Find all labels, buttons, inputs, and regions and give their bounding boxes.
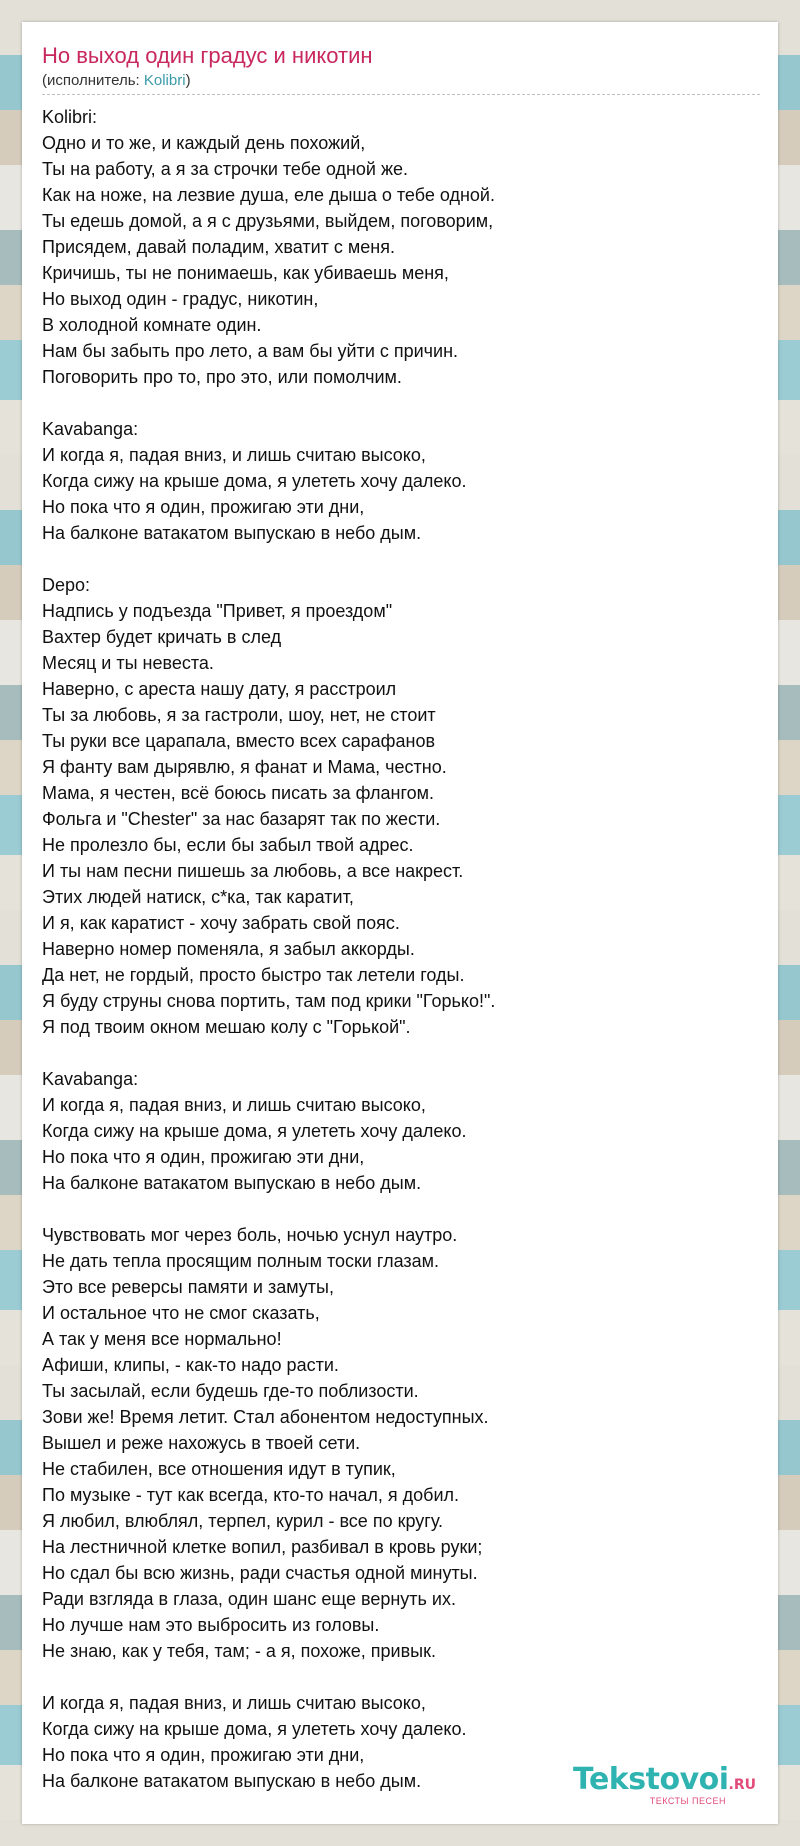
lyrics-line: Это все реверсы памяти и замуты, <box>42 1277 334 1297</box>
lyrics-blank-line <box>42 390 758 416</box>
lyrics-line: Как на ноже, на лезвие душа, еле дыша о тебе одной. <box>42 185 495 205</box>
lyrics-line: Kavabanga: <box>42 419 139 439</box>
logo-tagline: ТЕКСТЫ ПЕСЕН <box>649 1796 726 1806</box>
lyrics-line: И ты нам песни пишешь за любовь, а все накрест. <box>42 861 464 881</box>
lyrics-line: Афиши, клипы, - как-то надо расти. <box>42 1355 339 1375</box>
lyrics-line: Но пока что я один, прожигаю эти дни, <box>42 1147 365 1167</box>
lyrics-line: На балконе ватакатом выпускаю в небо дым. <box>42 1771 422 1791</box>
lyrics-line: Ты за любовь, я за гастроли, шоу, нет, не стоит <box>42 705 436 725</box>
lyrics-line: И когда я, падая вниз, и лишь считаю высоко, <box>42 1693 426 1713</box>
lyrics-line: Не дать тепла просящим полным тоски глазам. <box>42 1251 440 1271</box>
logo-name: Tekstovoi <box>572 1762 729 1797</box>
lyrics-line: Но лучше нам это выбросить из головы. <box>42 1615 380 1635</box>
lyrics-line: Depo: <box>42 575 91 595</box>
lyrics-text <box>42 104 758 1794</box>
lyrics-line: Надпись у подъезда "Привет, я проездом" <box>42 601 393 621</box>
logo-tld: .RU <box>728 1777 756 1793</box>
lyrics-line: Поговорить про то, про это, или помолчим. <box>42 367 402 387</box>
lyrics-line: Я любил, влюблял, терпел, курил - все по кругу. <box>42 1511 444 1531</box>
lyrics-line: Kavabanga: <box>42 1069 139 1089</box>
lyrics-line: Да нет, не гордый, просто быстро так летели годы. <box>42 965 465 985</box>
lyrics-line: И когда я, падая вниз, и лишь считаю высоко, <box>42 445 426 465</box>
lyrics-blank-line <box>42 1196 758 1222</box>
lyrics-line: Не пролезло бы, если бы забыл твой адрес. <box>42 835 414 855</box>
lyrics-line: Вахтер будет кричать в след <box>42 627 282 647</box>
lyrics-line: По музыке - тут как всегда, кто-то начал, я добил. <box>42 1485 460 1505</box>
lyrics-line: Но пока что я один, прожигаю эти дни, <box>42 1745 365 1765</box>
lyrics-line: Когда сижу на крыше дома, я улететь хочу далеко. <box>42 1121 467 1141</box>
lyrics-line: Ради взгляда в глаза, один шанс еще вернуть их. <box>42 1589 456 1609</box>
lyrics-line: И я, как каратист - хочу забрать свой пояс. <box>42 913 400 933</box>
lyrics-line: Но выход один - градус, никотин, <box>42 289 319 309</box>
lyrics-line: В холодной комнате один. <box>42 315 262 335</box>
lyrics-line: Нам бы забыть про лето, а вам бы уйти с причин. <box>42 341 459 361</box>
lyrics-line: На балконе ватакатом выпускаю в небо дым. <box>42 523 422 543</box>
lyrics-line: Этих людей натиск, с*ка, так каратит, <box>42 887 354 907</box>
title-divider <box>42 94 760 95</box>
lyrics-line: Мама, я честен, всё боюсь писать за флангом. <box>42 783 435 803</box>
lyrics-line: Ты на работу, а я за строчки тебе одной же. <box>42 159 409 179</box>
lyrics-blank-line <box>42 1664 758 1690</box>
artist-suffix: ) <box>185 72 191 89</box>
lyrics-line: Я буду струны снова портить, там под крики "Горько!". <box>42 991 496 1011</box>
lyrics-line: Присядем, давай поладим, хватит с меня. <box>42 237 395 257</box>
lyrics-line: А так у меня все нормально! <box>42 1329 282 1349</box>
lyrics-line: Кричишь, ты не понимаешь, как убиваешь меня, <box>42 263 449 283</box>
lyrics-line: Ты руки все царапала, вместо всех сарафанов <box>42 731 436 751</box>
lyrics-line: Когда сижу на крыше дома, я улететь хочу далеко. <box>42 1719 467 1739</box>
lyrics-line: Одно и то же, и каждый день похожий, <box>42 133 366 153</box>
lyrics-line: На лестничной клетке вопил, разбивал в кровь руки; <box>42 1537 483 1557</box>
lyrics-line: Kolibri: <box>42 107 98 127</box>
lyrics-line: Но сдал бы всю жизнь, ради счастья одной минуты. <box>42 1563 478 1583</box>
lyrics-line: Наверно, с ареста нашу дату, я расстроил <box>42 679 397 699</box>
lyrics-blank-line <box>42 1040 758 1066</box>
lyrics-line: И остальное что не смог сказать, <box>42 1303 320 1323</box>
lyrics-line: На балконе ватакатом выпускаю в небо дым. <box>42 1173 422 1193</box>
artist-link[interactable]: Kolibri <box>143 72 186 89</box>
lyrics-line: Ты едешь домой, а я с друзьями, выйдем, поговорим, <box>42 211 494 231</box>
lyrics-card <box>22 22 778 1824</box>
lyrics-line: Но пока что я один, прожигаю эти дни, <box>42 497 365 517</box>
lyrics-line: И когда я, падая вниз, и лишь считаю высоко, <box>42 1095 426 1115</box>
lyrics-line: Наверно номер поменяла, я забыл аккорды. <box>42 939 415 959</box>
artist-line <box>42 72 191 90</box>
lyrics-line: Месяц и ты невеста. <box>42 653 214 673</box>
lyrics-line: Ты засылай, если будешь где-то поблизости. <box>42 1381 419 1401</box>
lyrics-line: Не стабилен, все отношения идут в тупик, <box>42 1459 396 1479</box>
site-logo[interactable] <box>573 1764 756 1806</box>
lyrics-line: Я под твоим окном мешаю колу с "Горькой". <box>42 1017 411 1037</box>
lyrics-line: Чувствовать мог через боль, ночью уснул наутро. <box>42 1225 458 1245</box>
lyrics-line: Зови же! Время летит. Стал абонентом недоступных. <box>42 1407 489 1427</box>
lyrics-line: Я фанту вам дырявлю, я фанат и Мама, честно. <box>42 757 447 777</box>
song-title: Но выход один градус и никотин <box>42 43 373 68</box>
lyrics-line: Фольга и "Chester" за нас базарят так по жести. <box>42 809 441 829</box>
lyrics-line: Когда сижу на крыше дома, я улететь хочу далеко. <box>42 471 467 491</box>
lyrics-line: Не знаю, как у тебя, там; - а я, похоже, привык. <box>42 1641 436 1661</box>
lyrics-blank-line <box>42 546 758 572</box>
lyrics-line: Вышел и реже нахожусь в твоей сети. <box>42 1433 361 1453</box>
artist-prefix: (исполнитель: <box>42 72 144 89</box>
